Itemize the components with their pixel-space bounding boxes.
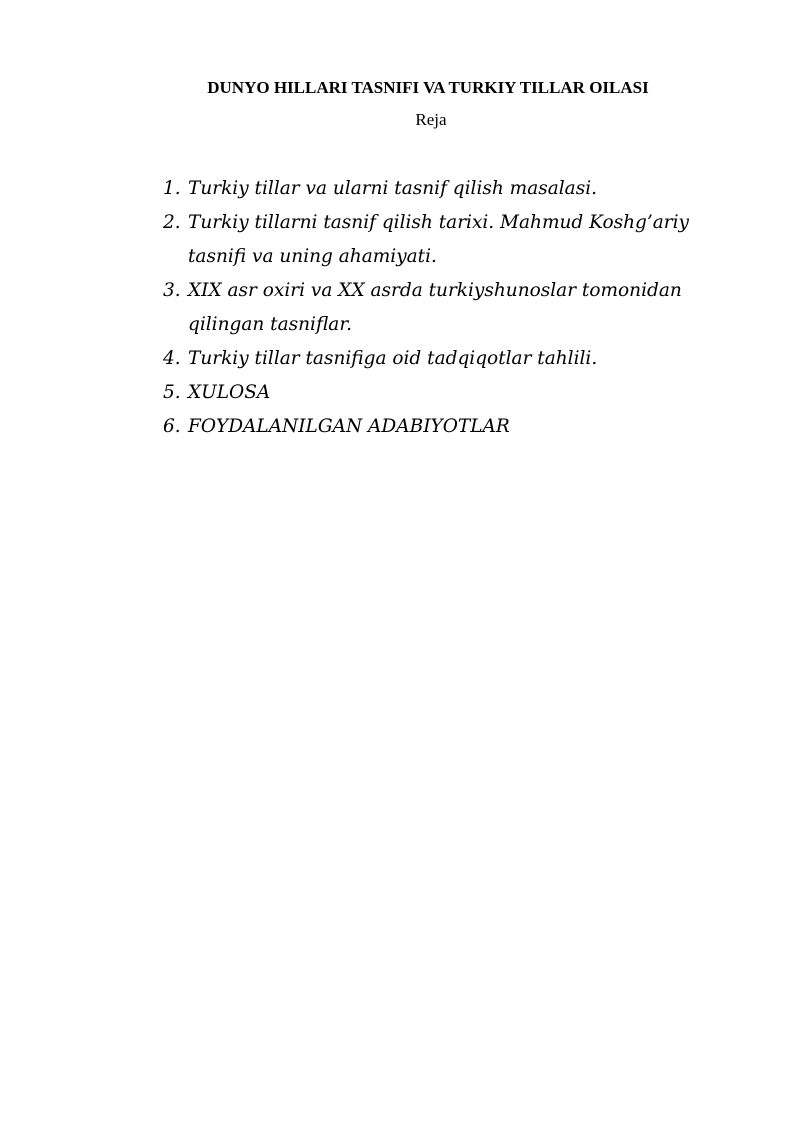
plan-list xyxy=(163,172,723,444)
document-subtitle: Reja xyxy=(415,110,447,129)
plan-item-number: 5. xyxy=(163,382,181,403)
plan-item-text: FOYDALANILGAN ADABIYOTLAR xyxy=(188,416,510,437)
document-title: DUNYO HILLARI TASNIFI VA TURKIY TILLAR OILASI xyxy=(207,78,649,97)
plan-item-number: 4. xyxy=(163,348,181,369)
plan-item-text: XULOSA xyxy=(188,382,271,403)
plan-item xyxy=(163,342,723,376)
plan-item xyxy=(163,206,723,274)
plan-item-number: 3. xyxy=(163,280,181,301)
plan-item-text: Turkiy tillar va ularni tasnif qilish masalasi. xyxy=(188,178,598,199)
plan-item xyxy=(163,274,723,342)
plan-item-number: 2. xyxy=(163,212,181,233)
plan-item xyxy=(163,172,723,206)
plan-item-text: Turkiy tillarni tasnif qilish tarixi. Mahmud Koshg’ariy tasnifi va uning ahamiyati. xyxy=(188,212,689,267)
plan-item-text: Turkiy tillar tasnifiga oid tadqiqotlar tahlili. xyxy=(188,348,598,369)
plan-item xyxy=(163,376,723,410)
plan-item-number: 6. xyxy=(163,416,181,437)
plan-item-text: XIX asr oxiri va XX asrda turkiyshunoslar tomonidan qilingan tasniflar. xyxy=(188,280,682,335)
plan-item-number: 1. xyxy=(163,178,181,199)
plan-item xyxy=(163,410,723,444)
